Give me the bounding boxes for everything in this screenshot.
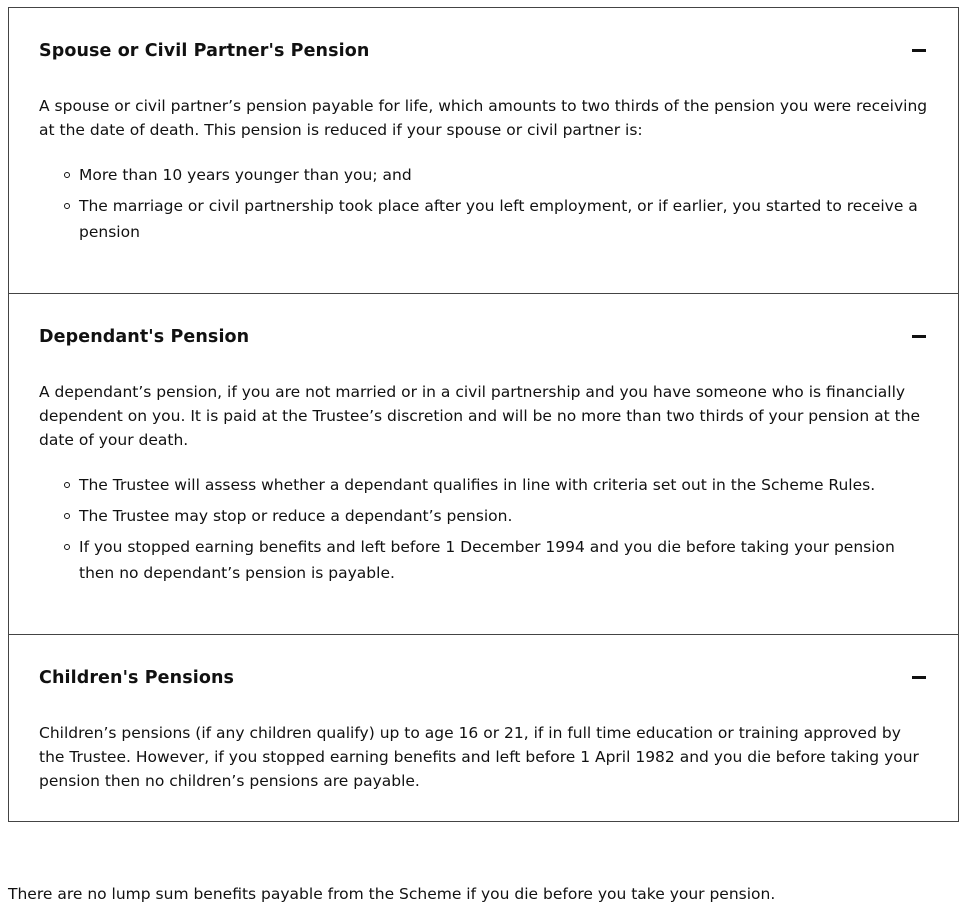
list-item: The Trustee may stop or reduce a dependant’s pension.	[79, 503, 928, 529]
list-item: The Trustee will assess whether a dependant qualifies in line with criteria set out in the Scheme Rules.	[79, 472, 928, 498]
list-item: More than 10 years younger than you; and	[79, 162, 928, 188]
collapse-minus-icon[interactable]	[912, 39, 926, 61]
panel-body	[9, 94, 958, 245]
panel-paragraph: Children’s pensions (if any children qualify) up to age 16 or 21, if in full time education or training approved by the Trustee. However, if you stopped earning benefits and left before 1 April 1982 and you die before taking your pension then no children’s pensions are payable.	[39, 724, 919, 790]
accordion	[8, 7, 959, 822]
accordion-header-dependant-pension[interactable]	[9, 294, 958, 380]
bullet-list	[39, 472, 928, 586]
accordion-panel-children-pensions	[8, 635, 959, 822]
panel-title: Children's Pensions	[39, 668, 235, 688]
list-item: If you stopped earning benefits and left before 1 December 1994 and you die before taking your pension then no dependant’s pension is payable.	[79, 534, 928, 586]
panel-body	[9, 380, 958, 586]
accordion-panel-dependant-pension	[8, 294, 959, 635]
list-item: The marriage or civil partnership took place after you left employment, or if earlier, you started to receive a pension	[79, 193, 928, 245]
accordion-header-children-pensions[interactable]	[9, 635, 958, 721]
panel-paragraph: A spouse or civil partner’s pension payable for life, which amounts to two thirds of the pension you were receiving at the date of death. This pension is reduced if your spouse or civil partner is:	[39, 97, 928, 139]
accordion-header-spouse-pension[interactable]	[9, 8, 958, 94]
panel-body	[9, 721, 958, 793]
bullet-list	[39, 162, 928, 245]
panel-paragraph: A dependant’s pension, if you are not married or in a civil partnership and you have someone who is financially dependent on you. It is paid at the Trustee’s discretion and will be no more than two thirds of your pension at the date of your death.	[39, 383, 921, 449]
accordion-panel-spouse-pension	[8, 7, 959, 294]
collapse-minus-icon[interactable]	[912, 325, 926, 347]
panel-title: Dependant's Pension	[39, 327, 250, 347]
footer-note: There are no lump sum benefits payable from the Scheme if you die before you take your pension.	[8, 885, 776, 903]
collapse-minus-icon[interactable]	[912, 666, 926, 688]
panel-title: Spouse or Civil Partner's Pension	[39, 41, 370, 61]
